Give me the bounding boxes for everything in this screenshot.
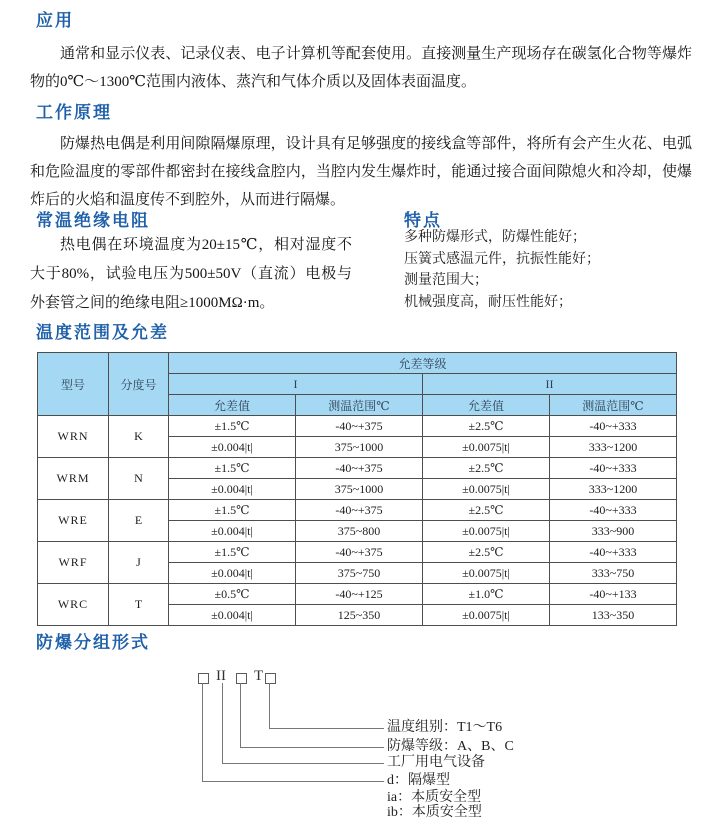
- cell-tolerance: ±1.5℃: [169, 458, 296, 479]
- feature-item: 测量范围大；: [404, 273, 488, 288]
- table-row: [38, 416, 677, 437]
- cell-model: WRC: [38, 584, 109, 626]
- cell-range: 375~750: [296, 563, 423, 584]
- col-header-tolerance-value: 允差值: [423, 395, 550, 416]
- cell-tolerance: ±0.004|t|: [169, 563, 296, 584]
- cell-range: 375~1000: [296, 437, 423, 458]
- tolerance-table: [37, 352, 677, 626]
- cell-range: 333~900: [550, 521, 677, 542]
- cell-tolerance: ±1.5℃: [169, 542, 296, 563]
- cell-tolerance: ±2.5℃: [423, 416, 550, 437]
- cell-graduation: J: [109, 542, 169, 584]
- cell-graduation: K: [109, 416, 169, 458]
- cell-tolerance: ±2.5℃: [423, 500, 550, 521]
- section-title-grouping: 防爆分组形式: [36, 633, 150, 652]
- cell-tolerance: ±0.0075|t|: [423, 563, 550, 584]
- cell-range: -40~+125: [296, 584, 423, 605]
- cell-range: -40~+333: [550, 500, 677, 521]
- cell-tolerance: ±0.0075|t|: [423, 479, 550, 500]
- cell-tolerance: ±1.0℃: [423, 584, 550, 605]
- col-header-graduation: 分度号: [109, 353, 169, 416]
- diagram-label-temperature-group: 温度组别：T1～T6: [387, 720, 503, 735]
- cell-model: WRE: [38, 500, 109, 542]
- cell-tolerance: ±0.004|t|: [169, 479, 296, 500]
- col-header-tolerance-class: 允差等级: [169, 353, 677, 374]
- cell-model: WRN: [38, 416, 109, 458]
- connector-line-temperature-group: [269, 683, 384, 729]
- diagram-label-factory-equipment: 工厂用电气设备: [387, 755, 485, 770]
- cell-tolerance: ±0.5℃: [169, 584, 296, 605]
- table-row: [38, 500, 677, 521]
- cell-model: WRM: [38, 458, 109, 500]
- principle-text: 防爆热电偶是利用间隙隔爆原理，设计具有足够强度的接线盒等部件，将所有会产生火花、电弧和危险温度的零部件都密封在接线盒腔内，当腔内发生爆炸时，能通过接合面间隙熄火和冷却，使爆炸后的火焰和温度传不到腔外，从而进行隔爆。: [30, 136, 692, 208]
- features-list: [404, 227, 600, 313]
- col-header-temp-range: 测温范围℃: [296, 395, 423, 416]
- table-header-row: [38, 353, 677, 374]
- grouping-diagram: [0, 660, 720, 832]
- cell-range: -40~+375: [296, 542, 423, 563]
- cell-range: -40~+375: [296, 458, 423, 479]
- table-row: [38, 584, 677, 605]
- cell-tolerance: ±2.5℃: [423, 458, 550, 479]
- cell-range: 375~800: [296, 521, 423, 542]
- cell-tolerance: ±0.004|t|: [169, 521, 296, 542]
- cell-graduation: E: [109, 500, 169, 542]
- feature-item: 机械强度高，耐压性能好；: [404, 294, 572, 310]
- cell-tolerance: ±0.004|t|: [169, 437, 296, 458]
- cell-range: -40~+375: [296, 416, 423, 437]
- cell-range: 333~1200: [550, 437, 677, 458]
- cell-tolerance: ±1.5℃: [169, 500, 296, 521]
- col-header-tolerance-value: 允差值: [169, 395, 296, 416]
- cell-range: 375~1000: [296, 479, 423, 500]
- section-title-features: 特点: [404, 211, 442, 230]
- cell-range: 333~1200: [550, 479, 677, 500]
- cell-tolerance: ±1.5℃: [169, 416, 296, 437]
- col-header-class-2: II: [423, 374, 677, 395]
- cell-range: -40~+333: [550, 458, 677, 479]
- cell-graduation: T: [109, 584, 169, 626]
- diagram-label-flameproof: d：隔爆型: [387, 773, 450, 788]
- table-row: [38, 542, 677, 563]
- application-text: 通常和显示仪表、记录仪表、电子计算机等配套使用。直接测量生产现场存在碳氢化合物等爆炸物的0℃～1300℃范围内液体、蒸汽和气体介质以及固体表面温度。: [30, 46, 692, 90]
- section-title-temperature-range: 温度范围及允差: [36, 323, 169, 342]
- table-row: [38, 458, 677, 479]
- cell-tolerance: ±0.0075|t|: [423, 437, 550, 458]
- cell-range: 125~350: [296, 605, 423, 626]
- cell-tolerance: ±0.0075|t|: [423, 605, 550, 626]
- feature-item: 多种防爆形式，防爆性能好；: [404, 230, 586, 245]
- cell-range: -40~+333: [550, 542, 677, 563]
- cell-model: WRF: [38, 542, 109, 584]
- col-header-temp-range: 测温范围℃: [550, 395, 677, 416]
- cell-graduation: N: [109, 458, 169, 500]
- diagram-label-intrinsic-safe-ib: ib：本质安全型: [387, 805, 482, 820]
- section-title-principle: 工作原理: [36, 103, 112, 122]
- cell-tolerance: ±0.0075|t|: [423, 521, 550, 542]
- col-header-model: 型号: [38, 353, 109, 416]
- section-title-insulation: 常温绝缘电阻: [36, 211, 150, 230]
- cell-tolerance: ±0.004|t|: [169, 605, 296, 626]
- feature-item: 压簧式感温元件，抗振性能好；: [404, 251, 600, 267]
- section-title-application: 应用: [36, 11, 74, 30]
- cell-range: -40~+375: [296, 500, 423, 521]
- code-numeral: II: [216, 668, 226, 684]
- col-header-class-1: I: [169, 374, 423, 395]
- code-letter: T: [254, 668, 264, 684]
- cell-tolerance: ±2.5℃: [423, 542, 550, 563]
- cell-range: -40~+333: [550, 416, 677, 437]
- cell-range: -40~+133: [550, 584, 677, 605]
- insulation-text: 热电偶在环境温度为20±15℃，相对湿度不大于80%，试验电压为500±50V（直流）电极与外套管之间的绝缘电阻≥1000MΩ·m。: [30, 237, 352, 311]
- cell-range: 333~750: [550, 563, 677, 584]
- cell-range: 133~350: [550, 605, 677, 626]
- diagram-label-protection-grade: 防爆等级：A、B、C: [387, 739, 514, 754]
- diagram-label-intrinsic-safe-ia: ia：本质安全型: [387, 790, 482, 805]
